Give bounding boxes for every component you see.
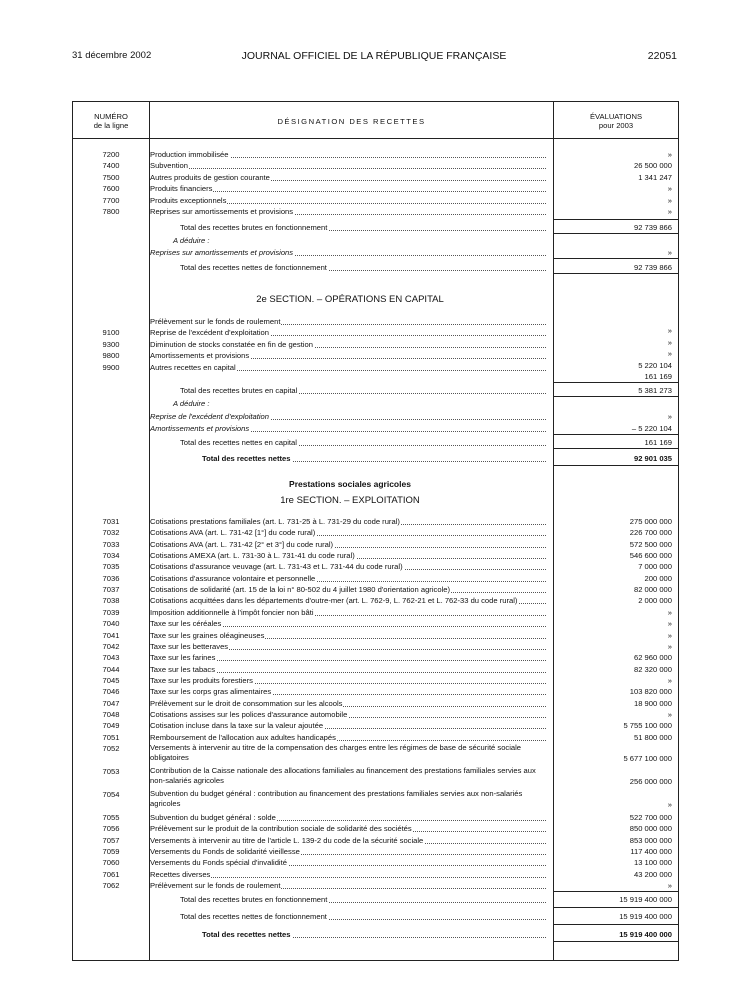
row-value: 92 739 866 [633,263,672,273]
grand-total-row [73,929,678,940]
row-label [180,262,546,273]
line-number: 7043 [102,653,120,663]
table-row [73,630,678,641]
line-number: 7052 [102,744,120,753]
row-label-text: Cotisations de solidarité (art. 15 de la loi n° 80-502 du 4 juillet 1980 d'orientation agricole) [150,585,450,595]
row-value: 103 820 000 [629,687,672,697]
line-number: 7044 [102,664,120,674]
line-number: 7059 [102,847,120,857]
row-label [150,675,546,686]
row-label [150,732,546,743]
row-value: 161 169 [644,438,672,448]
row-label [150,584,546,595]
table-row [73,362,678,373]
total-row [73,437,678,448]
line-number: 7041 [102,630,120,640]
header-divider [73,138,678,139]
row-label-text: Cotisations d'assurance volontaire et personnelle [150,573,316,583]
row-value: 51 800 000 [633,732,672,742]
row-label-text: Taxe sur les betteraves [150,641,229,651]
row-value: » [667,800,672,809]
table-row [73,641,678,652]
line-number: 7035 [102,562,120,572]
line-number: 7057 [102,835,120,845]
row-label-text: Autres produits de gestion courante [150,172,270,182]
row-value: 256 000 000 [629,777,672,786]
row-value: 226 700 000 [629,528,672,538]
row-label [150,206,546,217]
line-number: 7400 [102,161,120,171]
row-value: – 5 220 104 [631,423,672,433]
row-label [150,835,546,846]
table-row [73,195,678,206]
page-number: 22051 [647,50,677,62]
row-label [150,516,546,527]
line-number: 7500 [102,172,120,182]
row-label [150,573,546,584]
row-label-text: Diminution de stocks constatée en fin de gestion [150,339,313,349]
table-row [73,516,678,527]
row-value: 26 500 000 [633,161,672,171]
value-rule [554,465,678,466]
row-label [180,894,546,905]
row-label-text: Total des recettes brutes en fonctionnement [180,895,328,905]
row-label-text: Subvention du budget général : solde [150,813,276,822]
row-label [150,316,546,327]
section-1-title: 1re SECTION. – EXPLOITATION [280,495,420,507]
row-label-text: Reprise de l'excédent d'exploitation [150,412,269,422]
row-value: 572 500 000 [629,539,672,549]
row-label [150,195,546,206]
line-number: 9300 [102,339,120,349]
row-value: 853 000 000 [629,835,672,845]
row-label-text: Production immobilisée [150,150,229,159]
value-rule [554,941,678,942]
row-label-text: Versements à intervenir au titre de la compensation des charges entre les régimes de base de sécurité sociale obligatoires [150,743,522,762]
table-row [73,743,678,764]
row-label-text: Prélèvement sur le fonds de roulement [150,881,281,891]
row-label [150,698,546,709]
row-value: 7 000 000 [638,562,672,572]
row-label-text: Total des recettes nettes de fonctionnement [180,912,327,922]
row-label-text: Cotisations AMEXA (art. L. 731-30 à L. 731-41 du code rural) [150,551,355,561]
row-value: 200 000 [644,573,672,583]
line-number: 7034 [102,551,120,561]
table-row [73,160,678,171]
row-label [202,929,546,940]
row-label [150,172,546,183]
row-label [150,709,546,720]
row-label-text: Autres recettes en capital [150,362,236,372]
revenue-table [72,101,679,961]
line-number: 7056 [102,824,120,834]
table-row [73,327,678,338]
line-number: 7037 [102,585,120,595]
row-value: 15 919 400 000 [619,912,672,922]
row-label [150,595,546,606]
col-header-numero: NUMÉRO de la ligne [93,112,129,130]
row-value: » [667,207,672,216]
deduct-label: A déduire : [173,399,210,409]
row-label-text: Total des recettes brutes en fonctionnement [180,223,328,233]
table-row [73,709,678,720]
value-rule [554,434,678,435]
row-label [180,911,546,922]
line-number: 7060 [102,858,120,868]
line-number: 9100 [102,328,120,338]
row-value: » [667,675,672,685]
row-label-text: Reprises sur amortissements et provisions [150,207,294,216]
line-number: 7800 [102,207,120,216]
line-number: 7600 [102,184,120,194]
row-label-text: Reprise de l'excédent d'exploitation [150,328,269,338]
value-rule [554,273,678,274]
value-rule [554,891,678,892]
row-label [150,561,546,572]
row-label [150,362,546,373]
row-value: 5 677 100 000 [623,754,672,763]
row-value: 15 919 400 000 [619,930,672,940]
row-label-text: Taxe sur les farines [150,653,216,663]
row-label-text: Total des recettes brutes en capital [180,386,298,396]
dot-leader [150,168,546,169]
row-label [150,630,546,641]
table-row [73,149,678,160]
row-value: » [667,184,672,194]
table-row [73,423,678,434]
header-date: 31 décembre 2002 [72,50,152,61]
row-value: 13 100 000 [633,858,672,868]
table-row [73,350,678,361]
table-row [73,664,678,675]
total-row [73,262,678,273]
row-value: » [667,195,672,205]
line-number: 7038 [102,596,120,606]
row-label-text: Reprises sur amortissements et provisions [150,248,294,258]
table-row [73,550,678,561]
row-label [150,686,546,697]
table-row [73,869,678,880]
line-number: 7047 [102,698,120,708]
row-value: 522 700 000 [629,813,672,822]
row-value: 62 960 000 [633,653,672,663]
row-label-text: Recettes diverses [150,869,211,879]
table-row [73,835,678,846]
line-number: 7040 [102,619,120,629]
col-header-designation: DÉSIGNATION DES RECETTES [277,117,426,126]
row-label-text: Prélèvement sur le fonds de roulement [150,317,281,326]
value-rule [554,258,678,259]
line-number: 7046 [102,687,120,697]
row-label [150,846,546,857]
line-number: 7031 [102,517,120,526]
line-number: 7054 [102,790,120,799]
row-label-text: Total des recettes nettes en capital [180,438,297,448]
row-value: 546 600 000 [629,551,672,561]
row-label [150,423,546,434]
row-value: 5 755 100 000 [623,721,672,731]
table-row [73,595,678,606]
value-rule [554,396,678,397]
row-label-text: Prélèvement sur le produit de la contribution sociale de solidarité des sociétés [150,824,412,834]
row-value: 161 169 [644,372,672,381]
table-row [73,823,678,834]
line-number: 7049 [102,721,120,731]
grand-total-row [73,453,678,464]
row-label [150,160,546,171]
table-row [73,561,678,572]
line-number: 9800 [102,351,120,361]
row-label [150,550,546,561]
row-label-text: Subvention [150,161,188,171]
row-label [150,812,546,823]
table-row [73,183,678,194]
line-number: 7032 [102,528,120,538]
row-label-text: Total des recettes nettes de fonctionnement [180,263,327,273]
row-label-text: Amortissements et provisions [150,351,250,361]
row-value: » [667,412,672,422]
row-label [150,339,546,350]
row-label-text: Cotisation incluse dans la taxe sur la valeur ajoutée [150,721,324,731]
row-label-text: Produits financiers [150,184,213,194]
table-row [73,539,678,550]
table-row [73,339,678,350]
table-row [73,789,678,810]
line-number: 7055 [102,813,120,822]
total-row [73,385,678,396]
row-label [150,247,546,258]
row-label-text: Versements à intervenir au titre de l'article L. 139-2 du code de la sécurité sociale [150,835,424,845]
row-value: » [667,150,672,159]
total-row [73,911,678,922]
row-label-text: Amortissements et provisions [150,423,250,433]
prestations-title: Prestations sociales agricoles [289,479,411,490]
row-label [180,437,546,448]
table-row [73,766,678,787]
table-row [73,584,678,595]
row-label-text: Cotisations acquittées dans les départements d'outre-mer (art. L. 762-9, L. 762-21 et L. 762-33 du code rural) [150,596,518,606]
row-value: 5 220 104 [638,360,672,370]
row-label-text: Taxe sur les graines oléagineuses [150,630,265,640]
row-label [150,183,546,194]
row-label-text: Taxe sur les tabacs [150,664,215,674]
row-label-text: Remboursement de l'allocation aux adultes handicapés [150,732,336,742]
value-rule [554,924,678,925]
line-number: 7042 [102,641,120,651]
table-row [73,316,678,327]
row-label [150,720,546,731]
table-row [73,675,678,686]
table-row [73,172,678,183]
row-label-text: Versements du Fonds de solidarité vieillesse [150,847,300,857]
row-label [180,222,546,233]
row-value: 1 341 247 [638,172,672,182]
table-row [73,880,678,891]
table-row [73,698,678,709]
deduct-label: A déduire : [173,236,210,246]
line-number: 7200 [102,150,120,159]
row-value: 850 000 000 [629,824,672,834]
row-label [150,607,546,618]
line-number: 7039 [102,607,120,617]
row-value: » [667,349,672,359]
row-label [150,327,546,338]
row-value: 15 919 400 000 [619,895,672,905]
row-label-text: Cotisations AVA (art. L. 731-42 [1°] du code rural) [150,528,316,538]
line-number: 7053 [102,767,120,776]
row-value: 18 900 000 [633,698,672,708]
row-label-text: Versements du Fonds spécial d'invalidité [150,858,287,868]
value-rule [554,448,678,449]
row-value: » [667,607,672,617]
row-value: » [667,881,672,891]
row-label-text: Taxe sur les produits forestiers [150,675,253,685]
row-label-text: Taxe sur les corps gras alimentaires [150,687,272,697]
row-label-text: Total des recettes nettes [202,454,291,464]
total-row [73,894,678,905]
row-label-text: Subvention du budget général : contribution au financement des prestations familiales servies aux non-salariés agricoles [150,789,523,808]
row-value: » [667,248,672,258]
line-number: 7061 [102,869,120,879]
row-label-text: Prélèvement sur le droit de consommation sur les alcools [150,698,343,708]
row-value: » [667,337,672,347]
col-header-evaluations: ÉVALUATIONS pour 2003 [589,112,643,130]
table-row [73,686,678,697]
journal-title: JOURNAL OFFICIEL DE LA RÉPUBLIQUE FRANÇAISE [241,50,507,62]
row-label [150,652,546,663]
table-row [73,618,678,629]
table-row [73,846,678,857]
table-row [73,411,678,422]
row-label-text: Cotisations d'assurance veuvage (art. L. 731-43 et L. 731-44 du code rural) [150,562,403,572]
value-rule [554,907,678,908]
line-number: 7045 [102,675,120,685]
row-label-text: Total des recettes nettes [202,930,291,940]
row-label-text: Taxe sur les céréales [150,619,222,629]
row-value: » [667,619,672,629]
table-row [73,720,678,731]
row-label [180,385,546,396]
row-label [150,823,546,834]
table-row [73,247,678,258]
value-rule [554,382,678,383]
row-value: 2 000 000 [638,596,672,606]
row-label [150,618,546,629]
table-row [73,206,678,217]
row-label [150,350,546,361]
row-label [150,880,546,891]
row-label [150,869,546,880]
table-row [73,812,678,823]
line-number: 7048 [102,709,120,719]
row-value: » [667,641,672,651]
row-label [150,411,546,422]
row-label-text: Cotisations AVA (art. L. 731-42 [2° et 3°] du code rural) [150,539,334,549]
line-number: 7700 [102,195,120,205]
row-label [150,539,546,550]
row-label [150,527,546,538]
table-row [73,527,678,538]
row-label-text: Imposition additionnelle à l'impôt foncier non bâti [150,607,314,617]
row-value: 275 000 000 [629,517,672,526]
row-value: 82 320 000 [633,664,672,674]
value-rule [554,233,678,234]
line-number: 7033 [102,539,120,549]
table-row [73,732,678,743]
row-value: 92 739 866 [633,223,672,233]
row-label [150,664,546,675]
row-label-text: Cotisations prestations familiales (art. L. 731-25 à L. 731-29 du code rural) [150,517,400,526]
row-value: » [667,326,672,336]
table-row [73,857,678,868]
row-label [150,857,546,868]
row-value: 43 200 000 [633,869,672,879]
row-label [150,641,546,652]
section-2-title: 2e SECTION. – OPÉRATIONS EN CAPITAL [256,294,444,305]
line-number: 7062 [102,881,120,891]
line-number: 9900 [102,362,120,372]
value-rule [554,219,678,220]
row-label-text: Produits exceptionnels [150,195,227,205]
table-row [73,573,678,584]
row-value: » [667,709,672,719]
total-row [73,222,678,233]
table-row [73,652,678,663]
row-value: 117 400 000 [630,847,672,857]
line-number: 7036 [102,573,120,583]
row-value: 82 000 000 [633,585,672,595]
row-value: » [667,630,672,640]
row-label [202,453,546,464]
row-label-text: Cotisations assises sur les polices d'assurance automobile [150,709,348,719]
line-number: 7051 [102,732,120,742]
row-label [150,149,546,160]
row-value: 92 901 035 [633,454,672,464]
table-row [73,607,678,618]
row-label-text: Contribution de la Caisse nationale des allocations familiales au financement des prestations familiales servies aux non-salariés agricoles [150,766,536,785]
row-value: 5 381 273 [638,386,672,396]
